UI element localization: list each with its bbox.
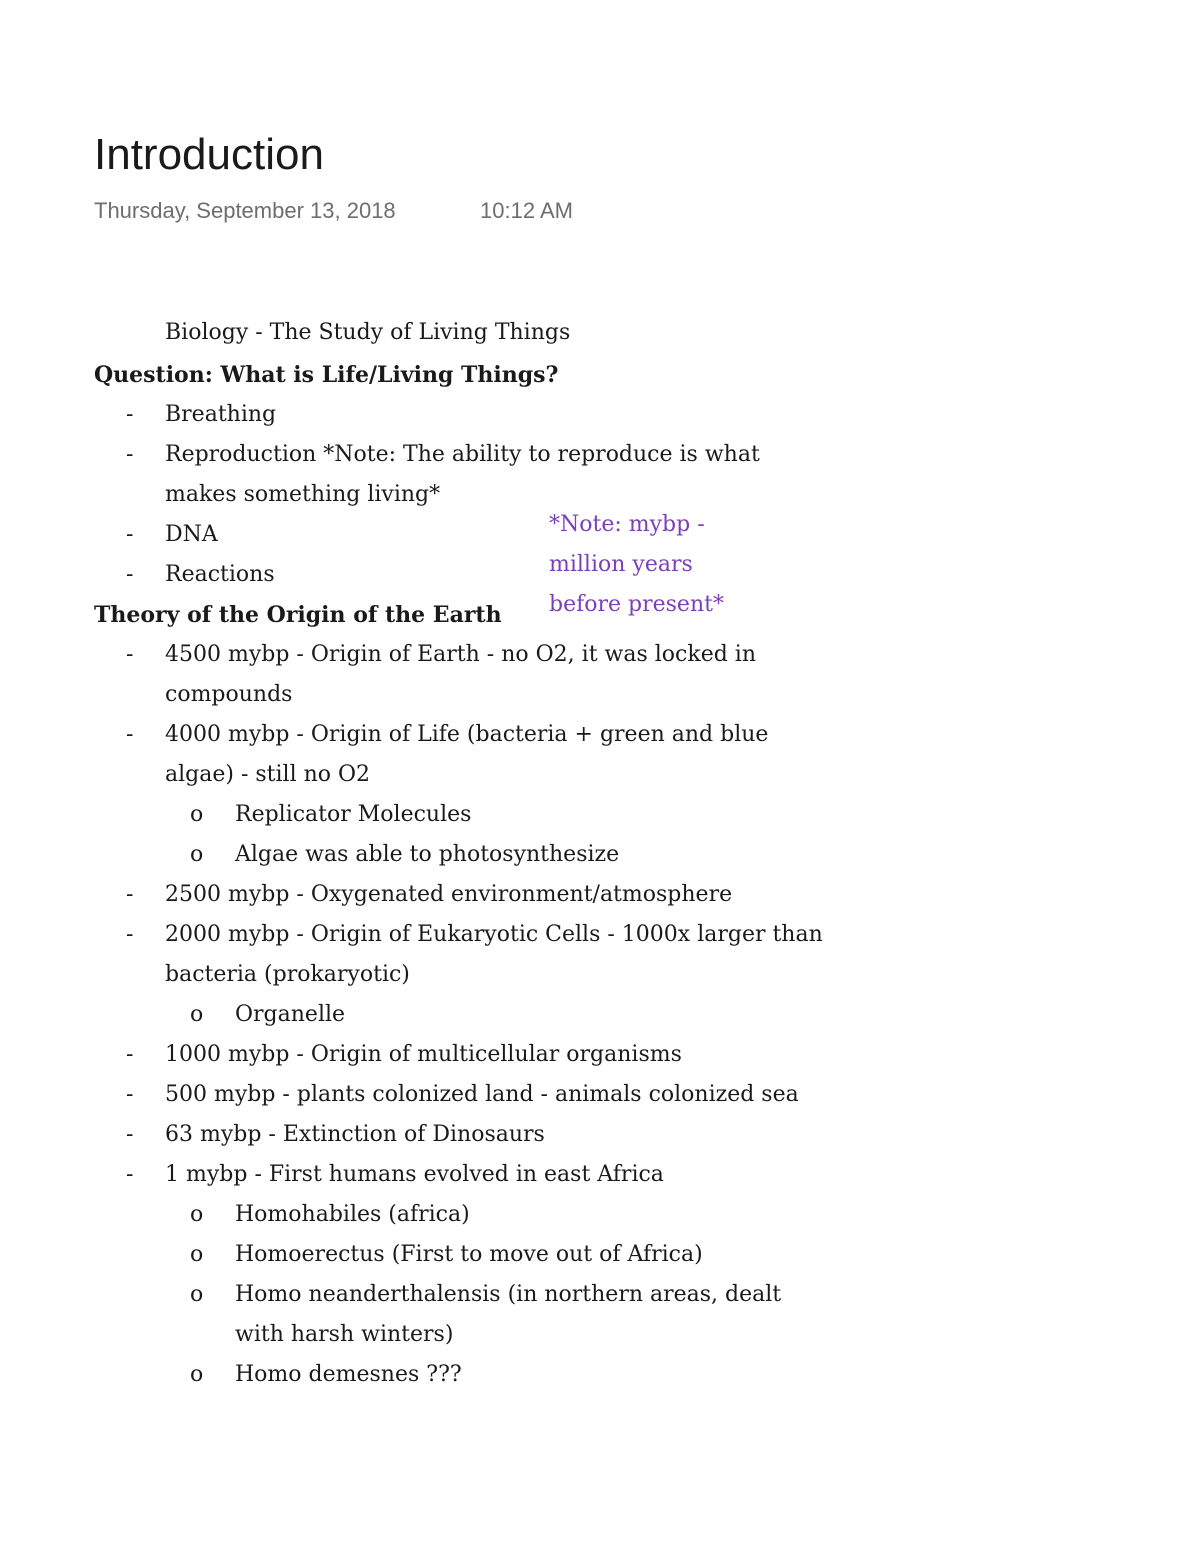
timeline-subitem	[94, 835, 824, 875]
bullet-marker: -	[126, 402, 134, 427]
bullet-marker: -	[126, 1042, 134, 1067]
timeline-item	[94, 635, 824, 715]
timeline-subitem	[94, 795, 824, 835]
bullet-marker: -	[126, 442, 134, 467]
bullet-marker: -	[126, 562, 134, 587]
timeline-subitem-text: Algae was able to photosynthesize	[235, 842, 620, 867]
life-list-item-text: Reactions	[165, 562, 275, 587]
timeline-item-text: 2000 mybp - Origin of Eukaryotic Cells - 1000x larger than bacteria (prokaryotic)	[165, 922, 823, 987]
timeline-subitem	[94, 1355, 824, 1395]
sub-bullet-marker: o	[190, 1202, 204, 1227]
sub-bullet-marker: o	[190, 802, 204, 827]
page-metadata	[94, 198, 573, 224]
timeline-subitem-text: Homo neanderthalensis (in northern areas, dealt with harsh winters)	[235, 1282, 782, 1347]
bullet-marker: -	[126, 642, 134, 667]
life-list-item-text: Reproduction *Note: The ability to reproduce is what makes something living*	[165, 442, 760, 507]
bullet-marker: -	[126, 1122, 134, 1147]
timeline-item-text: 2500 mybp - Oxygenated environment/atmosphere	[165, 882, 733, 907]
life-list-item	[94, 435, 824, 515]
timeline-subitem-text: Homo demesnes ???	[235, 1362, 462, 1387]
timeline-item	[94, 1115, 824, 1155]
timeline-item	[94, 715, 824, 795]
sub-bullet-marker: o	[190, 1282, 204, 1307]
question-heading: Question: What is Life/Living Things?	[94, 362, 559, 388]
bullet-marker: -	[126, 522, 134, 547]
timeline-item-text: 63 mybp - Extinction of Dinosaurs	[165, 1122, 545, 1147]
timeline-item-text: 1 mybp - First humans evolved in east Africa	[165, 1162, 664, 1187]
sub-bullet-marker: o	[190, 1362, 204, 1387]
bullet-marker: -	[126, 722, 134, 747]
timeline-subitem-text: Homohabiles (africa)	[235, 1202, 470, 1227]
side-note: *Note: mybp - million years before present*	[549, 512, 724, 617]
timeline-list	[94, 635, 824, 1395]
life-list-item	[94, 395, 824, 435]
page-date: Thursday, September 13, 2018	[94, 198, 396, 223]
timeline-item-text: 4500 mybp - Origin of Earth - no O2, it was locked in compounds	[165, 642, 756, 707]
sub-bullet-marker: o	[190, 1002, 204, 1027]
timeline-subitem	[94, 1235, 824, 1275]
timeline-item	[94, 915, 824, 995]
timeline-subitem-text: Replicator Molecules	[235, 802, 472, 827]
note-subject: Biology - The Study of Living Things	[165, 320, 571, 345]
timeline-item	[94, 1075, 824, 1115]
bullet-marker: -	[126, 1162, 134, 1187]
timeline-subitem	[94, 995, 824, 1035]
timeline-item	[94, 1155, 824, 1195]
timeline-item-text: 4000 mybp - Origin of Life (bacteria + green and blue algae) - still no O2	[165, 722, 769, 787]
life-list-item-text: Breathing	[165, 402, 277, 427]
bullet-marker: -	[126, 1082, 134, 1107]
life-list-item-text: DNA	[165, 522, 218, 547]
timeline-item-text: 500 mybp - plants colonized land - animals colonized sea	[165, 1082, 799, 1107]
timeline-subitem-text: Homoerectus (First to move out of Africa)	[235, 1242, 703, 1267]
sub-bullet-marker: o	[190, 1242, 204, 1267]
timeline-subitem	[94, 1275, 824, 1355]
bullet-marker: -	[126, 882, 134, 907]
timeline-item	[94, 875, 824, 915]
timeline-item-text: 1000 mybp - Origin of multicellular organisms	[165, 1042, 682, 1067]
timeline-subitem-text: Organelle	[235, 1002, 346, 1027]
page-title: Introduction	[94, 130, 324, 179]
timeline-item	[94, 1035, 824, 1075]
bullet-marker: -	[126, 922, 134, 947]
sub-bullet-marker: o	[190, 842, 204, 867]
timeline-subitem	[94, 1195, 824, 1235]
page-time: 10:12 AM	[480, 198, 573, 223]
theory-heading: Theory of the Origin of the Earth	[94, 602, 502, 628]
